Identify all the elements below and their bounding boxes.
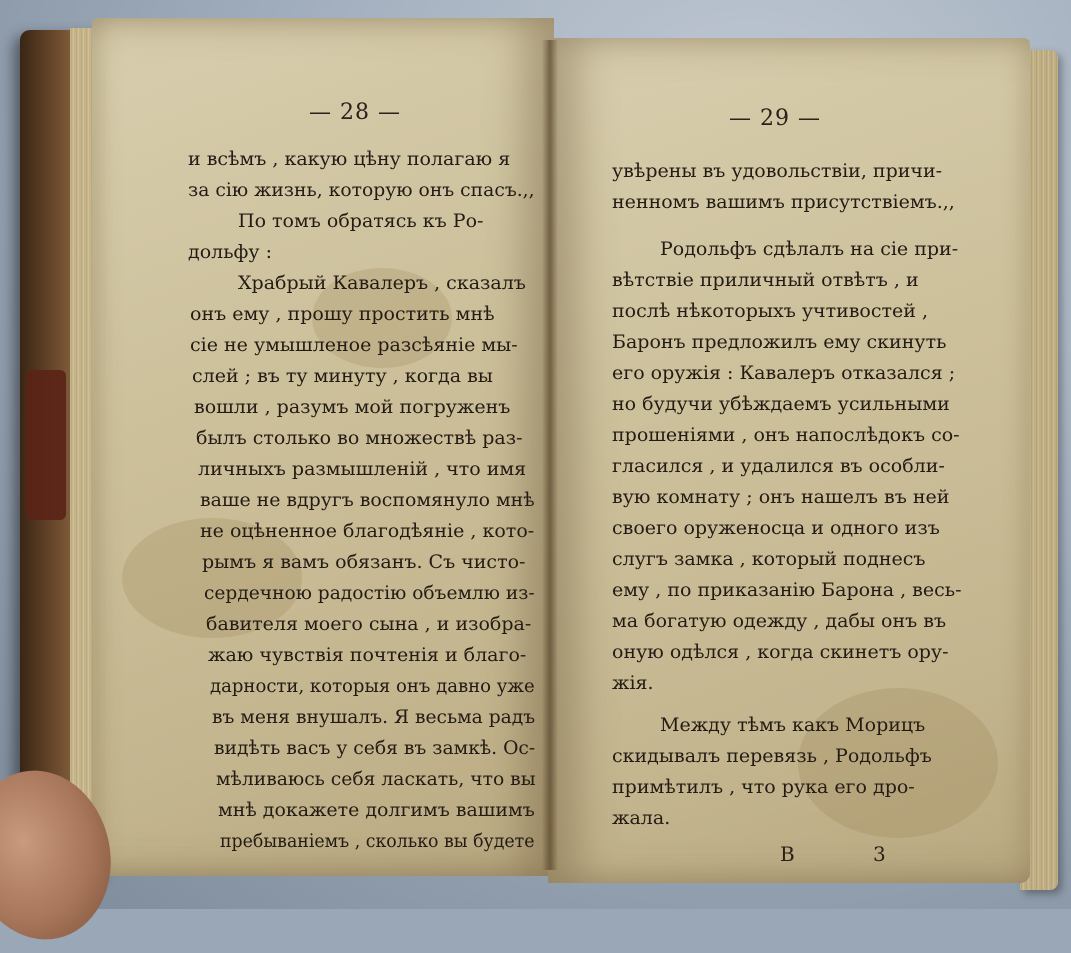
text-line: скидывалъ перевязь , Родольфъ bbox=[612, 745, 932, 767]
text-line: вѣтствіе приличный отвѣтъ , и bbox=[612, 269, 919, 291]
text-line: Между тѣмъ какъ Морицъ bbox=[660, 714, 926, 736]
text-line: вую комнату ; онъ нашелъ въ ней bbox=[612, 486, 950, 508]
text-line: своего оруженосца и одного изъ bbox=[612, 517, 940, 539]
text-line: сіе не умышленое разсѣяніе мы- bbox=[190, 334, 518, 356]
text-line: ненномъ вашимъ присутствіемъ.,, bbox=[612, 191, 955, 213]
text-line: и всѣмъ , какую цѣну полагаю я bbox=[188, 148, 511, 170]
text-line: въ меня внушалъ. Я весьма радъ bbox=[212, 706, 536, 728]
text-line: слей ; въ ту минуту , когда вы bbox=[192, 365, 493, 387]
text-line: былъ столько во множествѣ раз- bbox=[196, 427, 523, 449]
text-line: жія. bbox=[612, 672, 654, 694]
text-line: за сію жизнь, которую онъ спасъ.,, bbox=[188, 179, 535, 201]
text-line: но будучи убѣждаемъ усильными bbox=[612, 393, 950, 415]
text-line: мнѣ докажете долгимъ вашимъ bbox=[218, 799, 535, 821]
text-line: жала. bbox=[612, 807, 671, 829]
text-line: не оцѣненное благодѣяніе , кото- bbox=[200, 520, 535, 542]
text-line: оную одѣлся , когда скинетъ ору- bbox=[612, 641, 949, 663]
book-gutter bbox=[542, 40, 558, 870]
text-line: сердечною радостію объемлю из- bbox=[204, 582, 535, 604]
text-line: мѣливаюсь себя ласкать, что вы bbox=[216, 768, 536, 790]
text-line: гласился , и удалился въ особли- bbox=[612, 455, 945, 477]
text-line: видѣть васъ у себя въ замкѣ. Ос- bbox=[214, 737, 536, 759]
left-page-number: — 28 — bbox=[309, 100, 401, 125]
right-page-number: — 29 — bbox=[729, 106, 821, 131]
cover-leather-patch bbox=[26, 370, 66, 520]
text-line: ему , по приказанію Барона , весь- bbox=[612, 579, 962, 601]
text-line: бавителя моего сына , и изобра- bbox=[206, 613, 532, 635]
text-line: ма богатую одежду , дабы онъ въ bbox=[612, 610, 947, 632]
text-line: пребываніемъ , сколько вы будете bbox=[220, 830, 535, 852]
text-line: вошли , разумъ мой погруженъ bbox=[194, 396, 511, 418]
text-line: ваше не вдругъ воспомянуло мнѣ bbox=[200, 489, 535, 511]
text-line: Баронъ предложилъ ему скинуть bbox=[612, 331, 947, 353]
text-line: слугъ замка , который поднесъ bbox=[612, 548, 926, 570]
text-line: личныхъ размышленій , что имя bbox=[198, 458, 527, 480]
text-line: послѣ нѣкоторыхъ учтивостей , bbox=[612, 300, 929, 322]
text-line: увѣрены въ удовольствіи, причи- bbox=[612, 160, 943, 182]
text-line: Родольфъ сдѣлалъ на сіе при- bbox=[660, 238, 959, 260]
signature-mark: В 3 bbox=[780, 842, 922, 866]
text-line: рымъ я вамъ обязанъ. Съ чисто- bbox=[202, 551, 526, 573]
text-line: жаю чувствія почтенія и благо- bbox=[208, 644, 527, 666]
text-line: прошеніями , онъ напослѣдокъ со- bbox=[612, 424, 960, 446]
text-line: дольфу : bbox=[188, 241, 273, 263]
text-line: его оружія : Кавалеръ отказался ; bbox=[612, 362, 956, 384]
text-line: По томъ обратясь къ Ро- bbox=[238, 210, 484, 232]
text-line: примѣтилъ , что рука его дро- bbox=[612, 776, 915, 798]
text-line: онъ ему , прошу простить мнѣ bbox=[190, 303, 495, 325]
text-line: дарности, которыя онъ давно уже bbox=[210, 675, 535, 697]
text-line: Храбрый Кавалеръ , сказалъ bbox=[238, 272, 526, 294]
